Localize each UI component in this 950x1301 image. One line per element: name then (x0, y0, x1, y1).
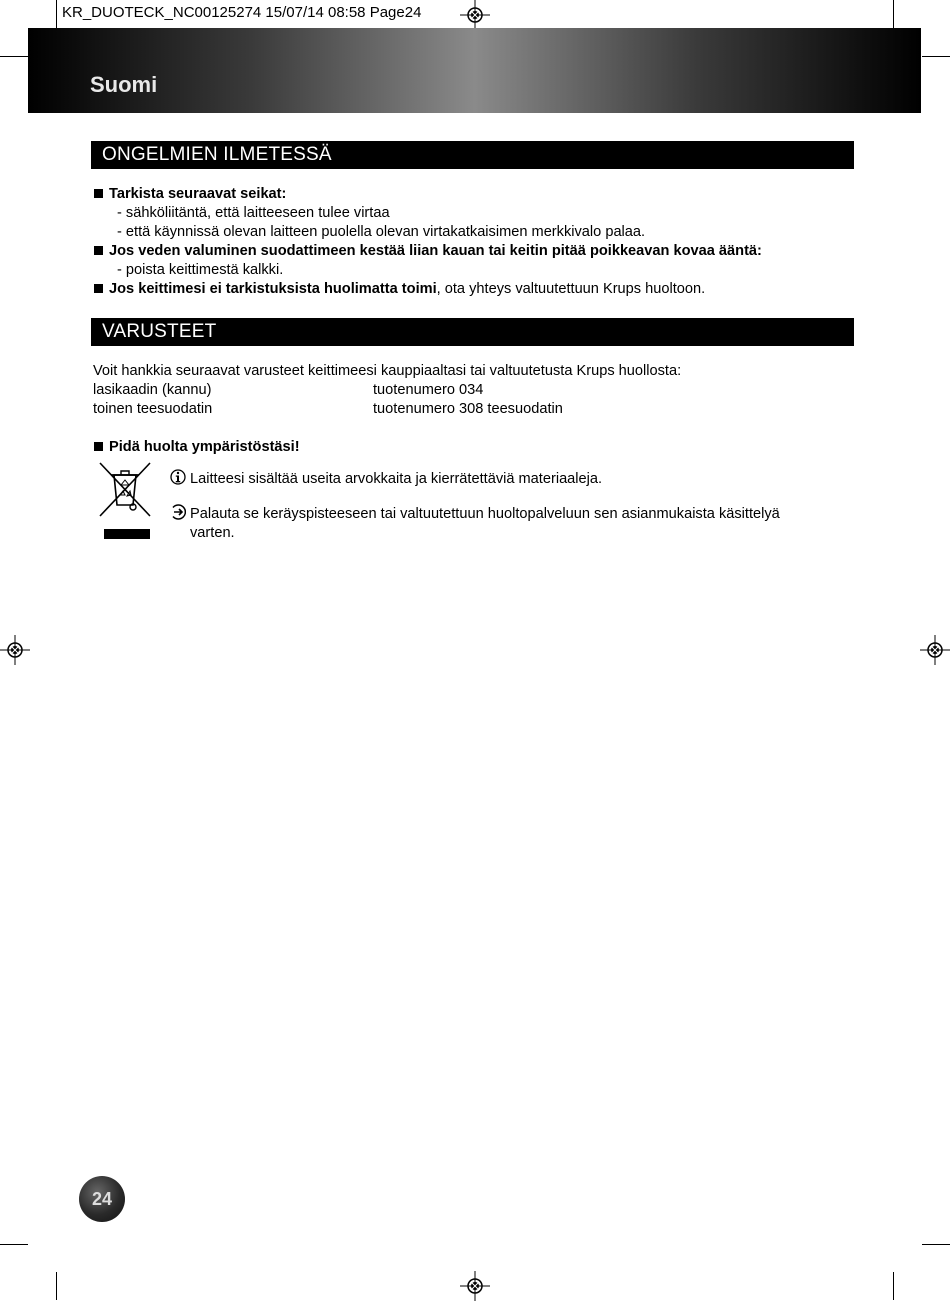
crossed-out-wheelie-bin-icon (97, 461, 153, 541)
crop-mark-bl-v (56, 1272, 57, 1300)
accessories-intro: Voit hankkia seuraavat varusteet keittimeesi kauppiaaltasi tai valtuutetusta Krups huollosta: (93, 363, 682, 379)
accessories-heading: VARUSTEET (91, 318, 854, 346)
registration-mark-top-icon (460, 0, 490, 30)
troubleshooting-item-1-sub-1: - sähköliitäntä, että laitteeseen tulee virtaa (117, 205, 390, 221)
troubleshooting-item-1-sub-2: - että käynnissä olevan laitteen puolella olevan virtakatkaisimen merkkivalo palaa. (117, 224, 646, 240)
crop-mark-tr-v (893, 0, 894, 28)
accessory-row-2-code: tuotenumero 308 teesuodatin (373, 401, 563, 417)
registration-mark-left-icon (0, 635, 30, 665)
header-banner (28, 28, 921, 113)
registration-mark-bottom-icon (460, 1271, 490, 1301)
accessory-row-1-name: lasikaadin (kannu) (93, 382, 212, 398)
environment-info-text: Laitteesi sisältää useita arvokkaita ja kierrätettäviä materiaaleja. (190, 471, 603, 487)
item-3-title: Jos keittimesi ei tarkistuksista huolimatta toimi (109, 281, 437, 297)
crop-mark-tr-h (922, 56, 950, 57)
item-2-title: Jos veden valuminen suodattimeen kestää liian kauan tai keitin pitää poikkeavan kovaa ääntä: (109, 243, 762, 259)
accessory-row-1-code: tuotenumero 034 (373, 382, 484, 398)
troubleshooting-item-2 (94, 242, 762, 261)
crop-mark-tl-v (56, 0, 57, 28)
registration-mark-right-icon (920, 635, 950, 665)
environment-title: Pidä huolta ympäristöstäsi! (109, 439, 300, 455)
arrow-circle-icon (170, 504, 186, 520)
troubleshooting-item-1 (94, 185, 286, 204)
environment-return-line (170, 504, 780, 524)
info-circle-icon (170, 469, 186, 485)
bullet-square-icon (94, 246, 103, 255)
language-title: Suomi (90, 72, 158, 97)
crop-mark-bl-h (0, 1244, 28, 1245)
item-1-title: Tarkista seuraavat seikat: (109, 186, 287, 202)
bullet-square-icon (94, 284, 103, 293)
item-3-rest: , ota yhteys valtuutettuun Krups huoltoon. (436, 281, 706, 297)
troubleshooting-item-3 (94, 280, 705, 299)
crop-mark-br-h (922, 1244, 950, 1245)
page-number: 24 (79, 1176, 125, 1222)
bullet-square-icon (94, 189, 103, 198)
bullet-square-icon (94, 442, 103, 451)
environment-info-line (170, 469, 602, 489)
environment-return-text-2: varten. (190, 525, 235, 541)
print-slug: KR_DUOTECK_NC00125274 15/07/14 08:58 Page24 (62, 4, 422, 21)
accessory-row-2-name: toinen teesuodatin (93, 401, 213, 417)
troubleshooting-heading: ONGELMIEN ILMETESSÄ (91, 141, 854, 169)
environment-title-line (94, 438, 300, 457)
crop-mark-br-v (893, 1272, 894, 1300)
troubleshooting-item-2-sub-1: - poista keittimestä kalkki. (117, 262, 284, 278)
crop-mark-tl-h (0, 56, 28, 57)
environment-return-text-1: Palauta se keräyspisteeseen tai valtuutettuun huoltopalveluun sen asianmukaista käsittelyä (190, 506, 780, 522)
